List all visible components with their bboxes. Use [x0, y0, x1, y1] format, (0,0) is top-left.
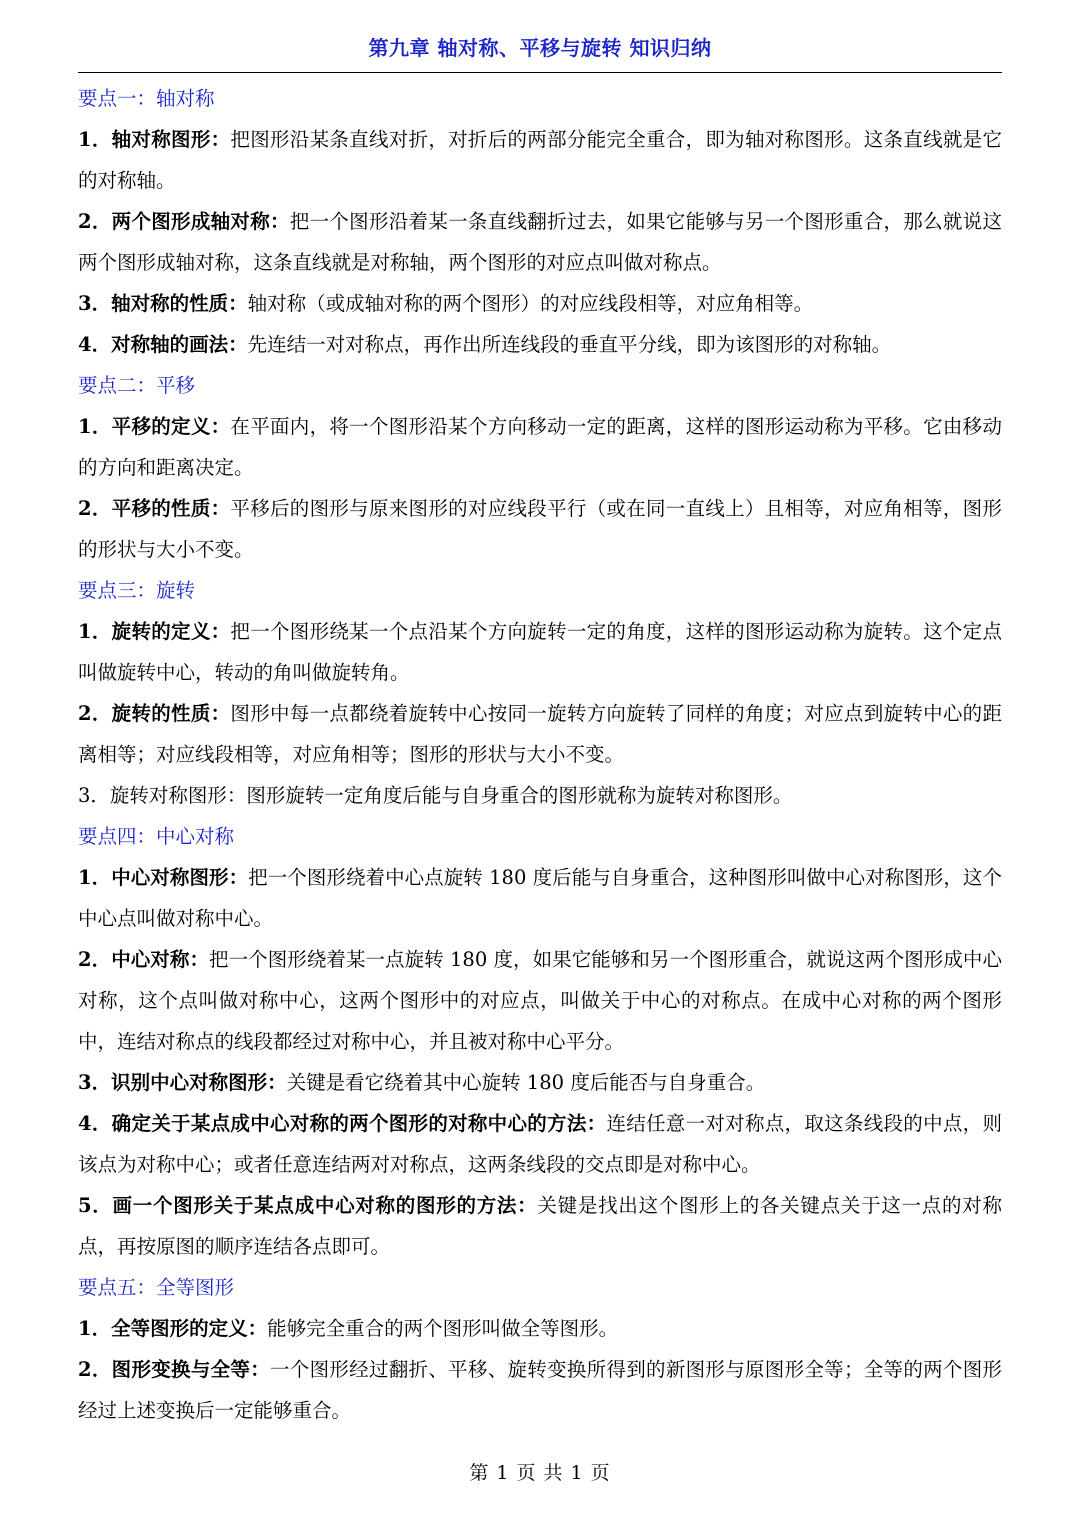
item-term: 画一个图形关于某点成中心对称的图形的方法： [112, 1194, 538, 1217]
knowledge-item [78, 775, 1002, 816]
item-term: 旋转的性质： [111, 702, 231, 725]
item-text: 把一个图形绕某一个点沿某个方向旋转一定的角度，这样的图形运动称为旋转。这个定点叫做旋转中心，转动的角叫做旋转角。 [78, 620, 1002, 684]
item-number: 3． [78, 292, 112, 315]
item-number: 4． [78, 1112, 112, 1135]
knowledge-item [78, 1349, 1002, 1431]
item-text: 把一个图形绕着某一点旋转 180 度，如果它能够和另一个图形重合，就说这两个图形成中心对称，这个点叫做对称中心，这两个图形中的对应点，叫做关于中心的对称点。在成中心对称的两个图形中，连结对称点的线段都经过对称中心，并且被对称中心平分。 [78, 948, 1002, 1053]
knowledge-item [78, 1103, 1002, 1185]
item-number: 4． [78, 333, 112, 356]
page-title: 第九章 轴对称、平移与旋转 知识归纳 [368, 36, 712, 60]
knowledge-item [78, 119, 1002, 201]
item-text: 关键是看它绕着其中心旋转 180 度后能否与自身重合。 [286, 1071, 766, 1094]
item-number: 1． [78, 1317, 112, 1340]
item-term: 全等图形的定义： [111, 1317, 268, 1340]
section-heading: 要点三：旋转 [78, 579, 196, 602]
page-header [78, 26, 1002, 73]
item-term: 对称轴的画法： [111, 333, 248, 356]
item-term: 中心对称图形： [111, 866, 249, 889]
item-term: 平移的性质： [111, 497, 231, 520]
item-text: 把图形沿某条直线对折，对折后的两部分能完全重合，即为轴对称图形。这条直线就是它的对称轴。 [78, 128, 1002, 192]
section-heading: 要点四：中心对称 [78, 825, 235, 848]
item-number: 2． [78, 948, 112, 971]
knowledge-item [78, 1185, 1002, 1267]
item-text: 关键是找出这个图形上的各关键点关于这一点的对称点，再按原图的顺序连结各点即可。 [78, 1194, 1002, 1258]
knowledge-item [78, 1308, 1002, 1349]
section-heading: 要点一：轴对称 [78, 87, 215, 110]
item-term: 轴对称图形： [111, 128, 231, 151]
item-text: 轴对称（或成轴对称的两个图形）的对应线段相等，对应角相等。 [247, 292, 814, 315]
item-text: 先连结一对对称点，再作出所连线段的垂直平分线，即为该图形的对称轴。 [247, 333, 892, 356]
item-text: 把一个图形沿着某一条直线翻折过去，如果它能够与另一个图形重合，那么就说这两个图形成轴对称，这条直线就是对称轴，两个图形的对应点叫做对称点。 [78, 210, 1002, 274]
item-number: 5． [78, 1194, 113, 1217]
page-footer: 第 1 页 共 1 页 [469, 1462, 611, 1484]
item-term: 中心对称： [111, 948, 210, 971]
item-number: 1． [78, 415, 112, 438]
knowledge-item [78, 693, 1002, 775]
item-number: 1． [78, 128, 112, 151]
knowledge-item [78, 857, 1002, 939]
item-number: 2． [78, 702, 112, 725]
document-body [78, 78, 1002, 1431]
item-number: 3． [78, 784, 110, 807]
section-heading: 要点五：全等图形 [78, 1276, 235, 1299]
knowledge-item [78, 611, 1002, 693]
knowledge-item [78, 939, 1002, 1062]
item-text: 平移后的图形与原来图形的对应线段平行（或在同一直线上）且相等，对应角相等，图形的形状与大小不变。 [78, 497, 1002, 561]
item-text: 连结任意一对对称点，取这条线段的中点，则该点为对称中心；或者任意连结两对对称点，这两条线段的交点即是对称中心。 [78, 1112, 1002, 1176]
item-text: 图形中每一点都绕着旋转中心按同一旋转方向旋转了同样的角度；对应点到旋转中心的距离相等；对应线段相等，对应角相等；图形的形状与大小不变。 [78, 702, 1002, 766]
item-text: 一个图形经过翻折、平移、旋转变换所得到的新图形与原图形全等；全等的两个图形经过上述变换后一定能够重合。 [78, 1358, 1002, 1422]
knowledge-item [78, 488, 1002, 570]
item-term: 旋转的定义： [111, 620, 231, 643]
item-text: 能够完全重合的两个图形叫做全等图形。 [267, 1317, 619, 1340]
item-term: 确定关于某点成中心对称的两个图形的对称中心的方法： [111, 1112, 607, 1135]
knowledge-item [78, 324, 1002, 365]
knowledge-item [78, 1062, 1002, 1103]
item-term: 识别中心对称图形： [111, 1071, 287, 1094]
section-heading: 要点二：平移 [78, 374, 196, 397]
item-text: 旋转对称图形：图形旋转一定角度后能与自身重合的图形就称为旋转对称图形。 [109, 784, 793, 807]
item-number: 2． [78, 1358, 112, 1381]
item-term: 轴对称的性质： [111, 292, 248, 315]
item-term: 平移的定义： [111, 415, 231, 438]
item-number: 1． [78, 866, 112, 889]
item-text: 把一个图形绕着中心点旋转 180 度后能与自身重合，这种图形叫做中心对称图形，这个中心点叫做对称中心。 [78, 866, 1002, 930]
item-number: 2． [78, 497, 112, 520]
knowledge-item [78, 201, 1002, 283]
item-term: 两个图形成轴对称： [111, 210, 290, 233]
item-number: 3． [78, 1071, 112, 1094]
item-number: 1． [78, 620, 112, 643]
item-term: 图形变换与全等： [111, 1358, 270, 1381]
knowledge-item [78, 406, 1002, 488]
item-text: 在平面内，将一个图形沿某个方向移动一定的距离，这样的图形运动称为平移。它由移动的方向和距离决定。 [78, 415, 1002, 479]
knowledge-item [78, 283, 1002, 324]
item-number: 2． [78, 210, 112, 233]
